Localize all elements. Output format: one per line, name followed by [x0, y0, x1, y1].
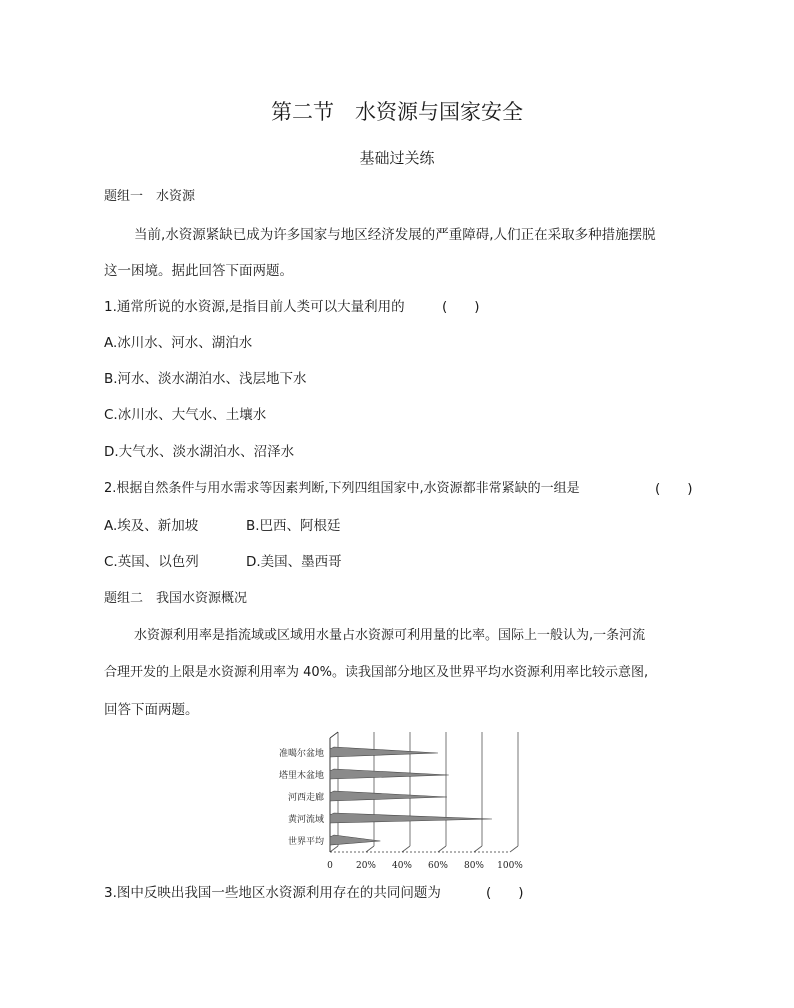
question1-option-c: C.冰川水、大气水、土壤水	[104, 407, 267, 423]
question1-answer-paren: ( )	[442, 299, 480, 315]
chart-x-tick-label: 60%	[427, 861, 449, 871]
chart-category-label: 准噶尔盆地	[278, 749, 324, 759]
question3-stem: 3.图中反映出我国一些地区水资源利用存在的共同问题为	[104, 885, 441, 901]
chart-gridline-floor	[510, 846, 518, 852]
chart-category-label: 河西走廊	[287, 793, 324, 803]
chart-x-tick-label: 100%	[497, 861, 523, 871]
chart-bar	[330, 813, 492, 823]
group2-heading: 题组二 我国水资源概况	[104, 591, 248, 606]
section-subtitle: 基础过关练	[359, 149, 435, 167]
chart-gridline-floor	[402, 846, 410, 852]
group2-intro-line1: 水资源利用率是指流域或区域用水量占水资源可利用量的比率。国际上一般认为,一条河流	[134, 628, 646, 643]
chart-category-label: 塔里木盆地	[278, 771, 324, 781]
water-utilization-chart	[262, 728, 532, 876]
question1-option-a: A.冰川水、河水、湖泊水	[104, 335, 253, 351]
question1-stem: 1.通常所说的水资源,是指目前人类可以大量利用的	[104, 299, 405, 315]
chart-gridline-floor	[438, 846, 446, 852]
group2-intro-line2: 合理开发的上限是水资源利用率为 40%。读我国部分地区及世界平均水资源利用率比较示意图,	[104, 665, 649, 680]
chart-wall-top	[330, 732, 338, 738]
chart-x-tick-label: 20%	[355, 861, 377, 871]
chart-x-tick-label: 40%	[391, 861, 413, 871]
chart-gridline-floor	[330, 846, 338, 852]
page-title: 第二节 水资源与国家安全	[271, 100, 523, 124]
chart-category-label: 黄河流域	[287, 815, 324, 825]
group1-heading: 题组一 水资源	[104, 189, 196, 204]
question2-stem: 2.根据自然条件与用水需求等因素判断,下列四组国家中,水资源都非常紧缺的一组是	[104, 481, 580, 496]
chart-bar	[330, 747, 438, 757]
chart-x-tick-label: 80%	[463, 861, 485, 871]
question3-answer-paren: ( )	[486, 885, 524, 901]
question1-option-d: D.大气水、淡水湖泊水、沼泽水	[104, 444, 295, 460]
question2-option-b: B.巴西、阿根廷	[246, 518, 341, 534]
question1-option-b: B.河水、淡水湖泊水、浅层地下水	[104, 371, 307, 387]
chart-gridline-floor	[366, 846, 374, 852]
chart-category-label: 世界平均	[287, 837, 324, 847]
group2-intro-line3: 回答下面两题。	[104, 702, 199, 718]
question2-option-d: D.美国、墨西哥	[246, 554, 342, 570]
question2-answer-paren: ( )	[655, 481, 693, 497]
group1-intro-line1: 当前,水资源紧缺已成为许多国家与地区经济发展的严重障碍,人们正在采取多种措施摆脱	[134, 227, 656, 243]
chart-gridline-floor	[474, 846, 482, 852]
question2-option-c: C.英国、以色列	[104, 554, 199, 570]
chart-bar	[330, 769, 449, 779]
chart-bar	[330, 791, 447, 801]
chart-bar	[330, 835, 380, 845]
question2-option-a: A.埃及、新加坡	[104, 518, 199, 534]
chart-x-tick-label: 0	[327, 861, 333, 871]
group1-intro-line2: 这一困境。据此回答下面两题。	[104, 263, 293, 279]
